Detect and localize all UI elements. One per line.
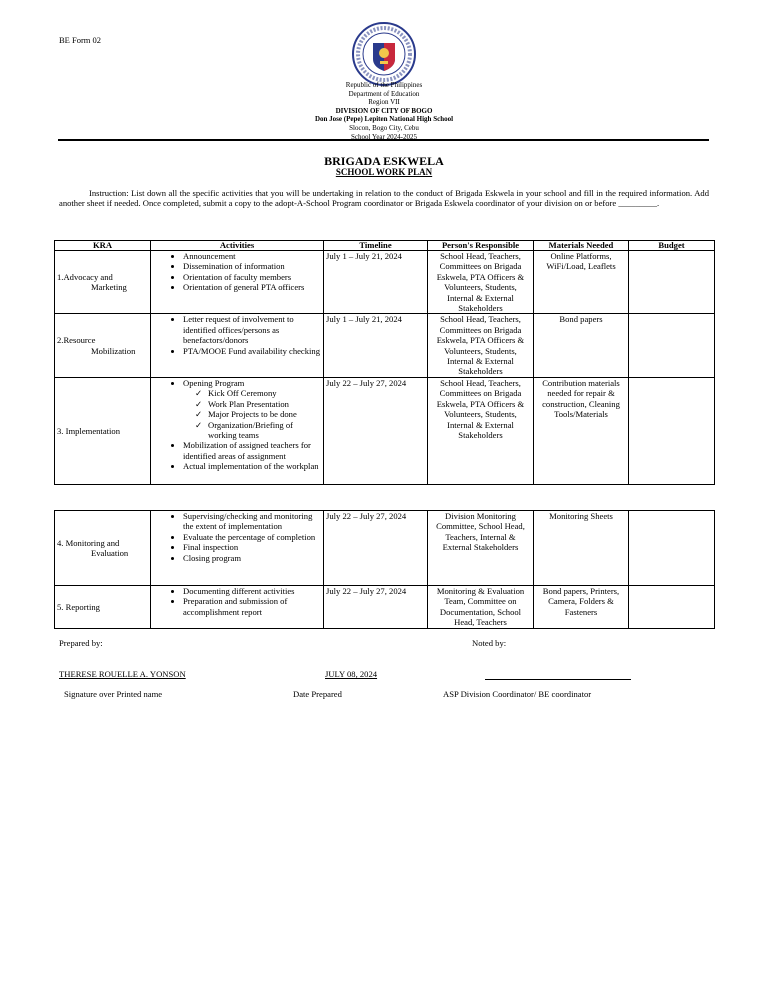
activity-item: • Documenting different activities — [183, 586, 321, 596]
kra-label: 2.Resource — [57, 335, 96, 346]
kra-label: Evaluation — [91, 548, 129, 558]
kra-label: Marketing — [91, 282, 127, 293]
budget-cell — [629, 586, 715, 629]
form-number: BE Form 02 — [59, 35, 102, 45]
header-school: Don Jose (Pepe) Lepiten National High School — [314, 115, 454, 124]
header-divider — [58, 139, 709, 141]
kra-cell — [55, 251, 151, 314]
timeline-cell: July 22 – July 27, 2024 — [324, 586, 428, 629]
work-plan-table-1 — [54, 240, 715, 485]
materials-cell: Monitoring Sheets — [534, 511, 629, 586]
activity-item: • Preparation and submission of accomplishment report — [183, 596, 321, 617]
materials-cell: Bond papers — [534, 314, 629, 377]
document-header — [0, 81, 768, 141]
date-prepared-label: Date Prepared — [293, 689, 342, 699]
table-row — [55, 511, 715, 586]
preparer-name: THERESE ROUELLE A. YONSON — [59, 669, 186, 679]
activities-cell — [151, 314, 324, 377]
timeline-cell: July 1 – July 21, 2024 — [324, 251, 428, 314]
prepared-by-label: Prepared by: — [59, 638, 103, 648]
column-header: KRA — [55, 241, 151, 251]
document-title: BRIGADA ESKWELA — [324, 154, 444, 168]
timeline-cell: July 1 – July 21, 2024 — [324, 314, 428, 377]
activities-cell — [151, 377, 324, 484]
table-row — [55, 377, 715, 484]
column-header: Activities — [151, 241, 324, 251]
activity-item: • Orientation of faculty members — [183, 272, 321, 282]
persons-cell: Monitoring & Evaluation Team, Committee on Documentation, School Head, Teachers — [428, 586, 534, 629]
column-header: Materials Needed — [534, 241, 629, 251]
header-country: Republic of the Philippines — [345, 81, 423, 89]
checklist-item: ✓ Kick Off Ceremony — [208, 388, 321, 398]
materials-cell: Online Platforms, WiFi/Load, Leaflets — [534, 251, 629, 314]
activity-item: • Announcement — [183, 251, 321, 261]
kra-cell — [55, 314, 151, 377]
kra-label: 3. Implementation — [57, 425, 121, 436]
activities-cell — [151, 586, 324, 629]
activities-cell — [151, 511, 324, 586]
header-region: Region VII — [368, 98, 400, 107]
document-subtitle: SCHOOL WORK PLAN — [335, 167, 433, 177]
instruction-text: Instruction: List down all the specific activities that you will be undertaking in relation to the conduct of Brigada Eskwela in your school and fill in the required information. Add another sheet if needed. Once completed, submit a copy to the adopt-A-School Program coordinator or Brigada Eskwela coordinator of your division on or before _________. — [59, 188, 709, 209]
activity-item: • Dissemination of information — [183, 261, 321, 271]
header-division: DIVISION OF CITY OF BOGO — [335, 106, 433, 115]
materials-cell: Bond papers, Printers, Camera, Folders & Fasteners — [534, 586, 629, 629]
deped-seal-icon — [351, 21, 417, 87]
budget-cell — [629, 511, 715, 586]
persons-cell: School Head, Teachers, Committees on Brigada Eskwela, PTA Officers & Volunteers, Students, Internal & External Stakeholders — [428, 251, 534, 314]
budget-cell — [629, 377, 715, 484]
header-school-year: School Year 2024-2025 — [351, 132, 417, 141]
checklist-item: ✓ Organization/Briefing of working teams — [208, 420, 321, 441]
activity-item: • Final inspection — [183, 542, 321, 552]
column-header: Timeline — [324, 241, 428, 251]
header-department: Department of Education — [348, 89, 420, 98]
kra-cell — [55, 586, 151, 629]
timeline-cell: July 22 – July 27, 2024 — [324, 511, 428, 586]
materials-cell: Contribution materials needed for repair & construction, Cleaning Tools/Materials — [534, 377, 629, 484]
activity-item: • Actual implementation of the workplan — [183, 461, 321, 471]
table-row — [55, 314, 715, 377]
checklist-item: ✓ Major Projects to be done — [208, 409, 321, 419]
budget-cell — [629, 251, 715, 314]
activity-item: • PTA/MOOE Fund availability checking — [183, 346, 321, 356]
activity-item: • Supervising/checking and monitoring the extent of implementation — [183, 511, 321, 532]
coordinator-label: ASP Division Coordinator/ BE coordinator — [443, 689, 592, 699]
kra-label: 5. Reporting — [57, 601, 100, 612]
persons-cell: Division Monitoring Committee, School Head, Teachers, Internal & External Stakeholders — [428, 511, 534, 586]
signature-label: Signature over Printed name — [64, 689, 163, 699]
header-address: Slocon, Bogo City, Cebu — [349, 123, 419, 132]
persons-cell: School Head, Teachers, Committees on Brigada Eskwela, PTA Officers & Volunteers, Students, Internal & External Stakeholders — [428, 314, 534, 377]
timeline-cell: July 22 – July 27, 2024 — [324, 377, 428, 484]
work-plan-table-2 — [54, 510, 715, 629]
column-header: Budget — [629, 241, 715, 251]
activity-item — [183, 378, 321, 440]
kra-cell — [55, 377, 151, 484]
signature-line — [485, 679, 631, 680]
activity-item: • Orientation of general PTA officers — [183, 282, 321, 292]
budget-cell — [629, 314, 715, 377]
kra-cell — [55, 511, 151, 586]
table-header-row — [55, 241, 715, 251]
table-row — [55, 251, 715, 314]
checklist-item: ✓ Work Plan Presentation — [208, 399, 321, 409]
activity-item: • Closing program — [183, 553, 321, 563]
activity-item: • Letter request of involvement to identified offices/persons as benefactors/donors — [183, 314, 321, 345]
kra-label: 4. Monitoring and — [57, 537, 120, 548]
activity-item: • Mobilization of assigned teachers for identified areas of assignment — [183, 440, 321, 461]
kra-label: Mobilization — [91, 345, 136, 356]
activity-item-label: Opening Program — [183, 377, 245, 388]
column-header: Person's Responsible — [428, 241, 534, 251]
activities-cell — [151, 251, 324, 314]
activity-item: • Evaluate the percentage of completion — [183, 532, 321, 542]
date-prepared-value: JULY 08, 2024 — [325, 669, 378, 679]
table-row — [55, 586, 715, 629]
kra-label: 1.Advocacy and — [57, 271, 113, 282]
persons-cell: School Head, Teachers, Committees on Brigada Eskwela, PTA Officers & Volunteers, Students, Internal & External Stakeholders — [428, 377, 534, 484]
noted-by-label: Noted by: — [472, 638, 507, 648]
